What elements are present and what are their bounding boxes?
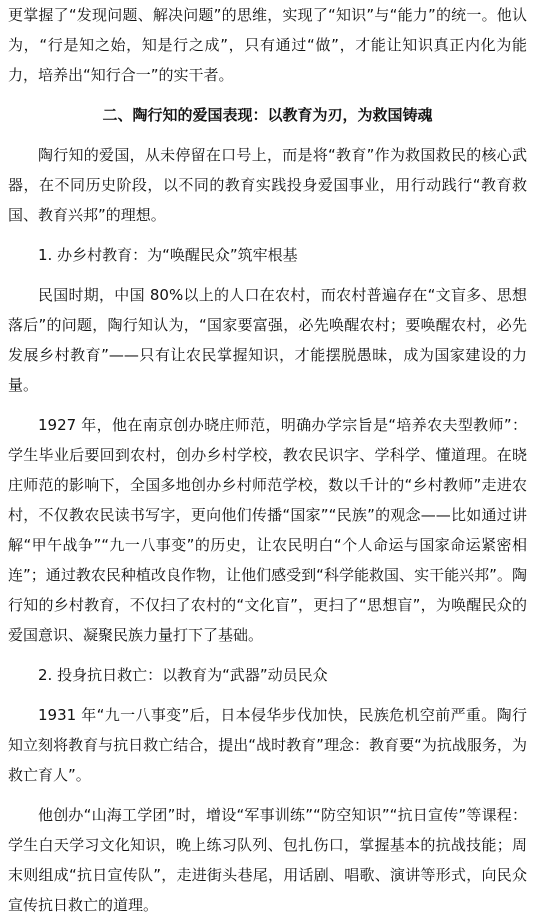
section-heading: 二、陶行知的爱国表现：以教育为刃，为救国铸魂 <box>102 106 433 124</box>
paragraph-war-2: 他创办“山海工学团”时，增设“军事训练”“防空知识”“抗日宣传”等课程：学生白天学习文化知识，晚上练习队列、包扎伤口，掌握基本的抗战技能；周末则组成“抗日宣传队”，走进街头巷尾，用话剧、唱歌、演讲等形式，向民众宣传抗日救亡的道理。 <box>8 806 527 914</box>
spacer <box>0 90 539 100</box>
paragraph-rural-2: 1927 年，他在南京创办晓庄师范，明确办学宗旨是“培养农夫型教师”：学生毕业后要回到农村，创办乡村学校，教农民识字、学科学、懂道理。在晓庄师范的影响下，全国多地创办乡村师范学校，数以千计的“乡村教师”走进农村，不仅教农民读书写字，更向他们传播“国家”“民族”的观念——比如通过讲解“甲午战争”“九一八事变”的历史，让农民明白“个人命运与国家命运紧密相连”；通过教农民种植改良作物，让他们感受到“科学能救国、实干能兴邦”。陶行知的乡村教育，不仅扫了农村的“文化盲”，更扫了“思想盲”，为唤醒民众的爱国意识、凝聚民族力量打下了基础。 <box>8 416 527 644</box>
spacer <box>0 230 539 240</box>
subsection-heading-2: 2. 投身抗日救亡：以教育为“武器”动员民众 <box>38 666 328 684</box>
paragraph-war-1: 1931 年“九一八事变”后，日本侵华步伐加快，民族危机空前严重。陶行知立刻将教育与抗日救亡结合，提出“战时教育”理念：教育要“为抗战服务，为救亡育人”。 <box>8 706 527 784</box>
spacer <box>0 400 539 410</box>
paragraph-continuation: 更掌握了“发现问题、解决问题”的思维，实现了“知识”与“能力”的统一。他认为，“行是知之始，知是行之成”，只有通过“做”，才能让知识真正内化为能力，培养出“知行合一”的实干者。 <box>8 6 527 84</box>
spacer <box>0 270 539 280</box>
spacer <box>0 650 539 660</box>
spacer <box>0 690 539 700</box>
paragraph-intro: 陶行知的爱国，从未停留在口号上，而是将“教育”作为救国救民的核心武器，在不同历史阶段，以不同的教育实践投身爱国事业，用行动践行“教育救国、教育兴邦”的理想。 <box>8 146 527 224</box>
paragraph-rural-1: 民国时期，中国 80%以上的人口在农村，而农村普遍存在“文盲多、思想落后”的问题，陶行知认为，“国家要富强，必先唤醒农村；要唤醒农村，必先发展乡村教育”——只有让农民掌握知识，才能摆脱愚昧，成为国家建设的力量。 <box>8 286 527 394</box>
spacer <box>0 790 539 800</box>
spacer <box>0 130 539 140</box>
subsection-heading-1: 1. 办乡村教育：为“唤醒民众”筑牢根基 <box>38 246 298 264</box>
